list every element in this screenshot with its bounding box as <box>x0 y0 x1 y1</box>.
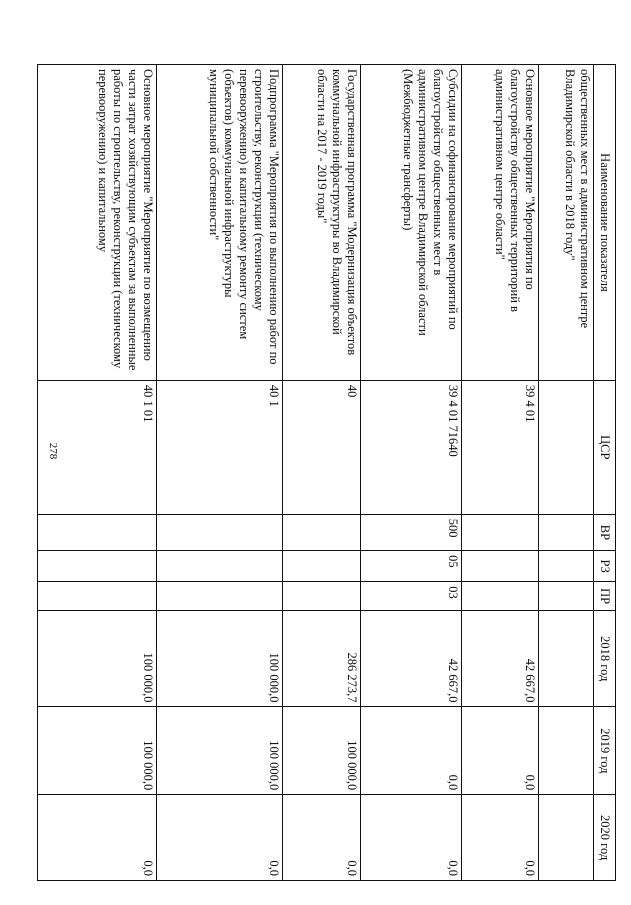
cell-vr <box>38 514 157 550</box>
cell-pr <box>157 582 283 611</box>
cell-2020 <box>539 795 594 881</box>
cell-2019: 100 000,0 <box>38 707 157 795</box>
header-csr: ЦСР <box>594 380 616 514</box>
page-number: 278 <box>47 442 59 460</box>
cell-pr <box>462 582 539 611</box>
cell-rz <box>157 551 283 582</box>
cell-2020: 0,0 <box>462 795 539 881</box>
budget-table <box>37 64 616 881</box>
cell-2019: 0,0 <box>462 707 539 795</box>
cell-csr: 39 4 01 <box>462 380 539 514</box>
cell-name: Субсидии на софинансирование мероприятий по благоустройству общественных мест в административном центре Владимирской области (Межбюджетные трансферты) <box>361 65 462 381</box>
cell-pr <box>38 582 157 611</box>
cell-2019: 0,0 <box>361 707 462 795</box>
cell-2019 <box>539 707 594 795</box>
cell-name: общественных мест в административном центре Владимирской области в 2018 году" <box>539 65 594 381</box>
table-row <box>462 65 539 881</box>
cell-csr: 40 1 <box>157 380 283 514</box>
table-row <box>38 65 157 881</box>
cell-name: Основное мероприятие "Мероприятия по благоустройству общественных территорий в административном центре области" <box>462 65 539 381</box>
table-row <box>283 65 361 881</box>
cell-2019: 100 000,0 <box>283 707 361 795</box>
cell-vr <box>539 514 594 550</box>
cell-rz <box>462 551 539 582</box>
cell-vr <box>157 514 283 550</box>
cell-2018: 100 000,0 <box>38 611 157 707</box>
cell-csr: 40 <box>283 380 361 514</box>
header-2018: 2018 год <box>594 611 616 707</box>
cell-2018: 42 667,0 <box>462 611 539 707</box>
header-2020: 2020 год <box>594 795 616 881</box>
cell-2018: 286 273,7 <box>283 611 361 707</box>
cell-csr <box>539 380 594 514</box>
cell-name: Основное мероприятие "Мероприятие по возмещению части затрат хозяйствующим субъектам за выполненные работы по строительству, реконструкции (техническому перевооружению) и капитальному <box>38 65 157 381</box>
cell-vr <box>462 514 539 550</box>
cell-pr: 03 <box>361 582 462 611</box>
table-row <box>157 65 283 881</box>
cell-rz <box>283 551 361 582</box>
cell-2018: 42 667,0 <box>361 611 462 707</box>
cell-2018: 100 000,0 <box>157 611 283 707</box>
cell-2020: 0,0 <box>361 795 462 881</box>
table-row <box>361 65 462 881</box>
cell-rz <box>539 551 594 582</box>
cell-2020: 0,0 <box>157 795 283 881</box>
cell-2019: 100 000,0 <box>157 707 283 795</box>
cell-name: Подпрограмма "Мероприятия по выполнению работ по строительству, реконструкции (техническому перевооружению) и капитальному ремонту систем (объектов) коммунальной инфраструктуры муниципальной собственности" <box>157 65 283 381</box>
cell-name: Государственная программа "Модернизация объектов коммунальной инфраструктуры во Владимирской области на 2017 - 2019 годы" <box>283 65 361 381</box>
cell-csr: 39 4 01 71640 <box>361 380 462 514</box>
header-vr: ВР <box>594 514 616 550</box>
header-rz: РЗ <box>594 551 616 582</box>
cell-pr <box>283 582 361 611</box>
cell-pr <box>539 582 594 611</box>
header-pr: ПР <box>594 582 616 611</box>
cell-2018 <box>539 611 594 707</box>
cell-rz <box>38 551 157 582</box>
table-row <box>539 65 594 881</box>
table-header-row <box>594 65 616 881</box>
header-2019: 2019 год <box>594 707 616 795</box>
cell-vr: 500 <box>361 514 462 550</box>
cell-2020: 0,0 <box>38 795 157 881</box>
header-name: Наименование показателя <box>594 65 616 381</box>
cell-2020: 0,0 <box>283 795 361 881</box>
cell-vr <box>283 514 361 550</box>
cell-csr: 40 1 01 <box>38 380 157 514</box>
cell-rz: 05 <box>361 551 462 582</box>
rotated-page-content <box>68 64 616 881</box>
